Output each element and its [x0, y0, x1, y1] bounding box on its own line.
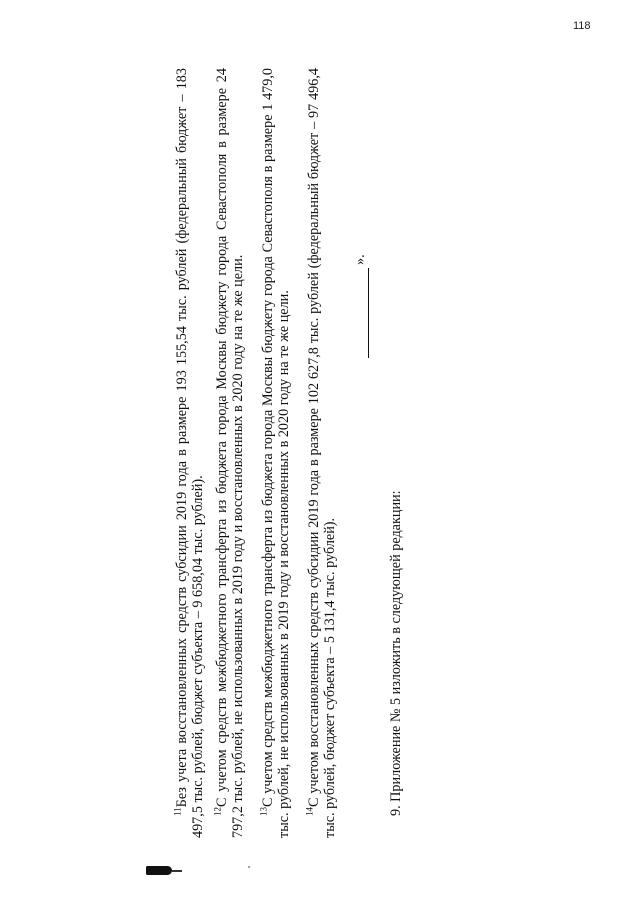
scan-speck-decoration: [248, 866, 250, 868]
closing-quote: ».: [351, 253, 368, 265]
footnote-14: [303, 67, 338, 838]
footnote-text: С учетом средств межбюджетного трансферта из бюджета города Москвы бюджету города Севастополя в размере 1 479,0 тыс. рублей, не использованных в 2019 году и восстановленных в 2020 году на те же цели.: [259, 67, 291, 838]
footnote-marker: 13: [257, 806, 268, 816]
footnote-12: [211, 67, 246, 838]
closing-rule: [355, 268, 368, 358]
page-number: 118: [573, 20, 591, 32]
footnote-11: [171, 67, 206, 838]
footnote-text: С учетом средств межбюджетного трансферта из бюджета города Москвы бюджету города Севастополя в размере 24 797,2 тыс. рублей, не использованных в 2019 году и восстановленных в 2020 году на те же цели.: [213, 67, 245, 838]
rotated-content-block: [169, 68, 469, 838]
footnote-marker: 14: [303, 806, 314, 816]
item-9-paragraph: 9. Приложение № 5 изложить в следующей редакции:: [387, 489, 404, 816]
scan-mark-decoration: [146, 866, 172, 875]
footnote-text: С учетом восстановленных средств субсидии 2019 года в размере 102 627,8 тыс. рублей (федеральный бюджет – 97 496,4 тыс. рублей, бюджет субъекта – 5 131,4 тыс. рублей).: [305, 67, 337, 838]
closing-line: [353, 254, 369, 358]
footnote-marker: 11: [171, 806, 182, 816]
footnote-marker: 12: [211, 806, 222, 816]
footnote-13: [257, 67, 292, 838]
footnote-text: Без учета восстановленных средств субсидии 2019 года в размере 193 155,54 тыс. рублей (федеральный бюджет – 183 497,5 тыс. рублей, бюджет субъекта – 9 658,04 тыс. рублей).: [173, 67, 205, 838]
